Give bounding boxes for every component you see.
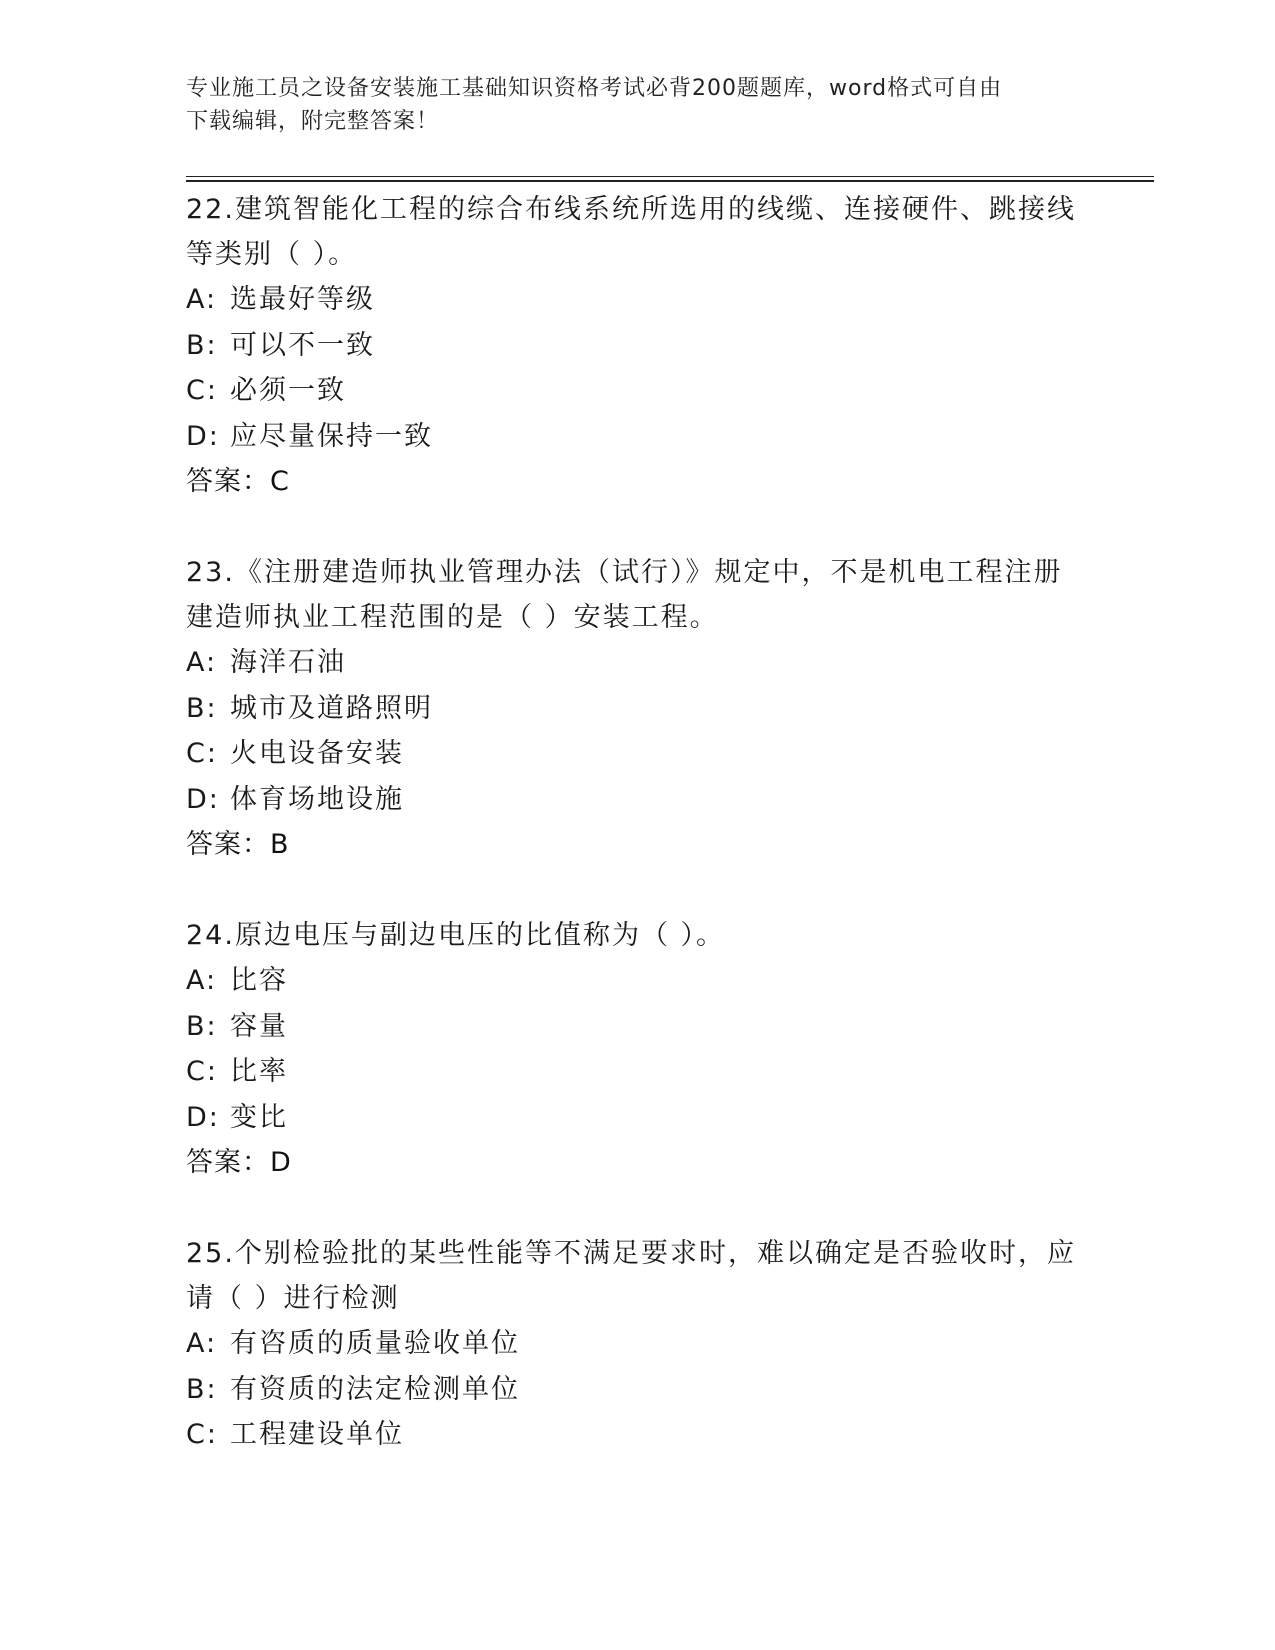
answer-value: B	[270, 829, 289, 860]
option-key: B:	[186, 1373, 218, 1405]
question-stem-line: 等类别（ ）。	[186, 239, 358, 270]
option-a	[186, 277, 1086, 323]
option-text: 应尽量保持一致	[230, 420, 433, 452]
question-stem-line: 24.原边电压与副边电压的比值称为（ ）。	[186, 920, 726, 951]
answer-line	[186, 822, 1086, 867]
option-text: 比容	[230, 965, 288, 996]
answer-line	[186, 1140, 1086, 1185]
option-a	[186, 1321, 1086, 1367]
option-d	[186, 1095, 1086, 1141]
question-stem-line: 建造师执业工程范围的是（ ）安装工程。	[186, 602, 719, 633]
option-key: B:	[186, 329, 218, 361]
option-text: 工程建设单位	[230, 1419, 404, 1450]
option-key: C:	[186, 1056, 218, 1087]
option-c	[186, 1412, 1086, 1458]
option-text: 有咨质的质量验收单位	[230, 1328, 520, 1359]
document-header	[186, 72, 1066, 138]
option-c	[186, 1049, 1086, 1095]
option-key: A:	[186, 1328, 218, 1359]
option-key: A:	[186, 284, 218, 315]
option-text: 有资质的法定检测单位	[230, 1373, 520, 1405]
question-spacer	[186, 1185, 1086, 1231]
option-b	[186, 1367, 1086, 1413]
option-key: B:	[186, 692, 218, 724]
question-25	[186, 1231, 1086, 1458]
question-stem-line: 23.《注册建造师执业管理办法（试行）》规定中，不是机电工程注册	[186, 557, 1063, 588]
option-key: B:	[186, 1010, 218, 1042]
option-text: 体育场地设施	[230, 783, 404, 815]
header-divider-thin	[186, 176, 1154, 177]
option-key: A:	[186, 965, 218, 996]
option-b	[186, 323, 1086, 369]
option-text: 必须一致	[230, 375, 346, 406]
option-key: D:	[186, 420, 220, 452]
option-key: D:	[186, 783, 220, 815]
answer-label: 答案：	[186, 829, 270, 860]
option-key: C:	[186, 1419, 218, 1450]
option-key: C:	[186, 738, 218, 769]
option-key: A:	[186, 647, 218, 678]
option-text: 城市及道路照明	[230, 692, 433, 724]
question-22	[186, 187, 1086, 504]
answer-value: D	[270, 1147, 291, 1178]
option-d	[186, 414, 1086, 460]
answer-label: 答案：	[186, 466, 270, 497]
header-line-1: 专业施工员之设备安装施工基础知识资格考试必背200题题库，word格式可自由	[186, 76, 1003, 101]
question-stem-line: 请（ ）进行检测	[186, 1283, 400, 1314]
option-c	[186, 368, 1086, 414]
option-text: 变比	[230, 1101, 288, 1133]
option-a	[186, 958, 1086, 1004]
question-list	[186, 187, 1086, 1458]
header-divider-thick	[186, 180, 1154, 182]
option-text: 容量	[230, 1010, 288, 1042]
answer-label: 答案：	[186, 1147, 270, 1178]
option-text: 比率	[230, 1056, 288, 1087]
option-key: C:	[186, 375, 218, 406]
option-key: D:	[186, 1101, 220, 1133]
option-text: 火电设备安装	[230, 738, 404, 769]
question-stem-line: 22.建筑智能化工程的综合布线系统所选用的线缆、连接硬件、跳接线	[186, 194, 1076, 225]
option-a	[186, 640, 1086, 686]
answer-value: C	[270, 466, 289, 497]
header-line-2: 下载编辑，附完整答案！	[186, 109, 440, 134]
option-text: 选最好等级	[230, 284, 375, 315]
question-23	[186, 550, 1086, 867]
option-text: 海洋石油	[230, 647, 346, 678]
option-text: 可以不一致	[230, 329, 375, 361]
question-stem-line: 25.个别检验批的某些性能等不满足要求时，难以确定是否验收时，应	[186, 1238, 1076, 1269]
option-c	[186, 731, 1086, 777]
question-spacer	[186, 867, 1086, 913]
question-spacer	[186, 504, 1086, 550]
answer-line	[186, 459, 1086, 504]
question-24	[186, 913, 1086, 1185]
option-b	[186, 1004, 1086, 1050]
option-b	[186, 686, 1086, 732]
option-d	[186, 777, 1086, 823]
